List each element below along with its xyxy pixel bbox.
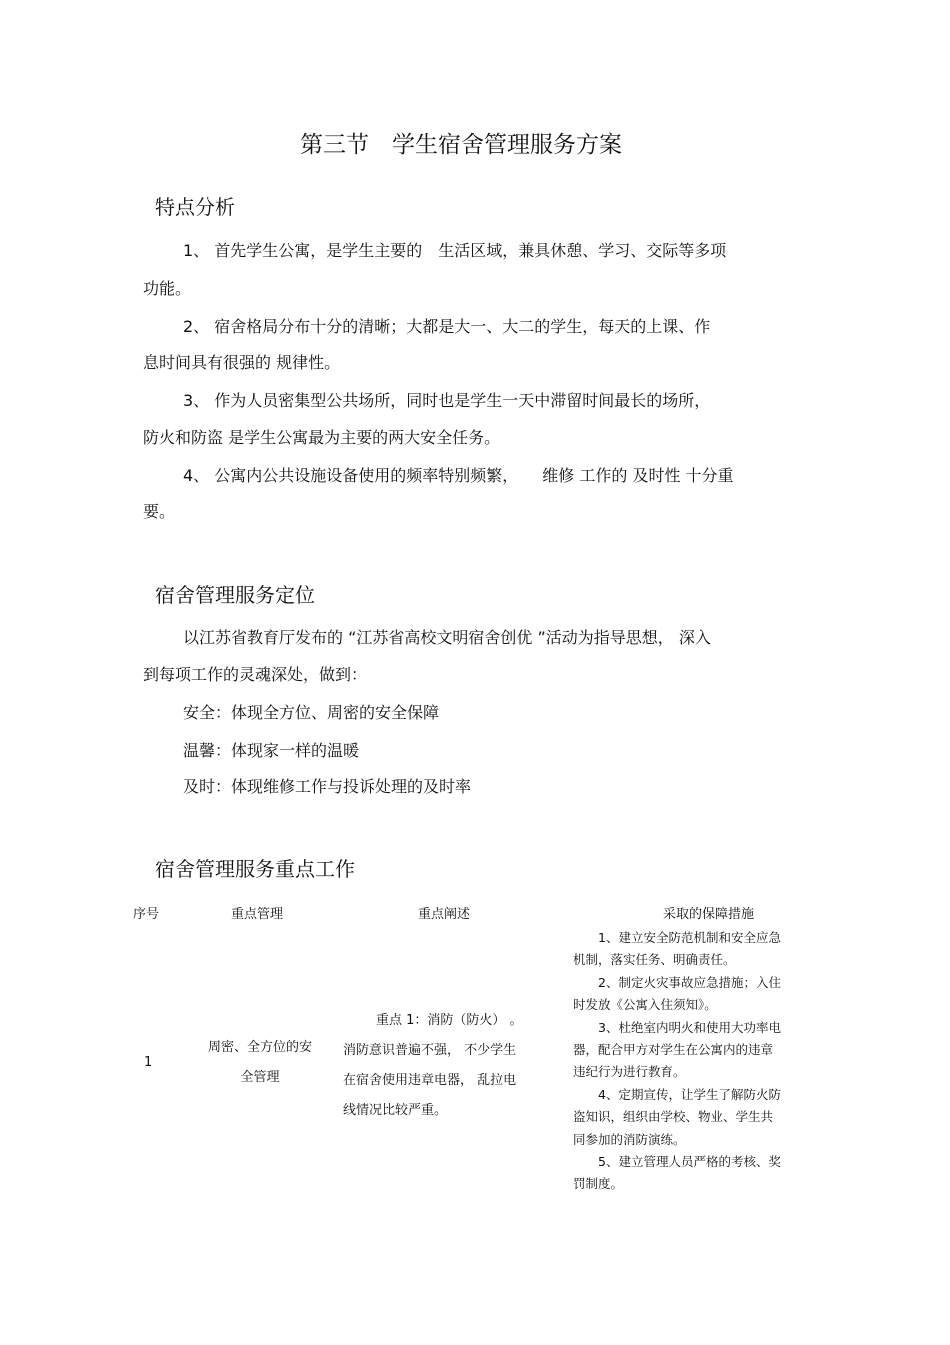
table-cell-measures [573,927,781,1196]
description-line: 消防意识普遍不强， 不少学生 [343,1043,517,1058]
measure-line: 同参加的消防演练。 [573,1131,686,1147]
description-line: 在宿舍使用违章电器， 乱拉电 [343,1073,517,1088]
feature-item-2-cont: 息时间具有很强的 规律性。 [143,353,341,372]
section-heading-key-work: 宿舍管理服务重点工作 [155,857,355,881]
measure-line: 违纪行为进行教育。 [573,1064,686,1080]
feature-item-3-cont: 防火和防盗 是学生公寓最为主要的两大安全任务。 [143,428,501,447]
measure-line: 4、定期宣传，让学生了解防火防 [573,1086,781,1102]
positioning-point-safety: 安全：体现全方位、周密的安全保障 [183,703,440,722]
section-heading-positioning: 宿舍管理服务定位 [155,583,315,607]
measure-line: 时发放《公寓入住须知》。 [573,997,717,1013]
measure-line: 1、建立安全防范机制和安全应急 [573,930,781,945]
positioning-intro: 以江苏省教育厅发布的 “江苏省高校文明宿舍创优 ”活动为指导思想， 深入 [183,628,711,647]
feature-item-3: 3、 作为人员密集型公共场所，同时也是学生一天中滞留时间最长的场所， [183,391,711,410]
feature-item-1-cont: 功能。 [143,279,192,298]
description-line: 线情况比较严重。 [343,1103,448,1118]
table-header-no: 序号 [133,907,160,922]
measure-line: 2、制定火灾事故应急措施；入住 [573,974,781,990]
measure-line: 3、杜绝室内明火和使用大功率电 [573,1019,781,1035]
table-header-description: 重点阐述 [418,907,471,922]
description-line: 重点 1：消防（防火） 。 [376,1013,523,1028]
table-header-focus: 重点管理 [231,907,284,922]
page-title: 第三节 学生宿舍管理服务方案 [300,132,622,158]
positioning-point-timely: 及时：体现维修工作与投诉处理的及时率 [183,777,472,796]
measure-line: 盗知识，组织由学校、物业、学生共 [573,1109,774,1125]
measure-line: 罚制度。 [573,1176,624,1192]
feature-item-4-cont: 要。 [143,502,176,521]
measure-line: 5、建立管理人员严格的考核、奖 [573,1154,781,1170]
measure-line: 机制，落实任务、明确责任。 [573,952,736,968]
feature-item-1: 1、 首先学生公寓，是学生主要的 生活区域，兼具休憩、学习、交际等多项 [183,241,727,260]
section-heading-features: 特点分析 [155,195,235,219]
focus-line: 周密、全方位的安 [207,1040,312,1055]
table-cell-focus [170,1033,350,1093]
measure-line: 器，配合甲方对学生在公寓内的违章 [573,1042,774,1058]
positioning-point-warmth: 温馨：体现家一样的温暖 [183,741,360,760]
table-header-measures: 采取的保障措施 [663,907,755,922]
table-cell-no: 1 [144,1055,153,1070]
feature-item-4: 4、 公寓内公共设施设备使用的频率特别频繁， 维修 工作的 及时性 十分重 [183,466,734,485]
focus-line: 全管理 [240,1070,280,1085]
feature-item-2: 2、 宿舍格局分布十分的清晰；大都是大一、大二的学生，每天的上课、作 [183,317,711,336]
positioning-intro-cont: 到每项工作的灵魂深处，做到： [143,665,368,684]
table-cell-description [343,1006,523,1126]
